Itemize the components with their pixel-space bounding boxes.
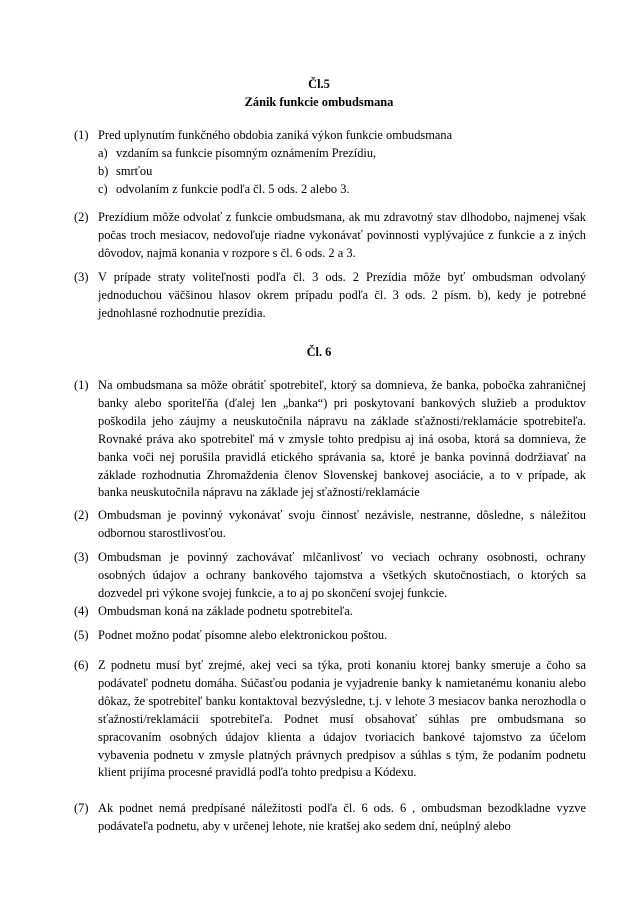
list-item-text: odvolaním z funkcie podľa čl. 5 ods. 2 alebo 3. [116,181,350,196]
paragraph-number: (2) [74,508,89,522]
list-item [98,145,586,163]
paragraph-number: (1) [74,128,89,142]
paragraph-text: Ombudsman je povinný vykonávať svoju činnosť nezávisle, nestranne, dôsledne, s náležitou odbornou starostlivosťou. [98,508,586,540]
paragraph-number: (3) [74,550,89,564]
paragraph-number: (5) [74,628,89,642]
article-5-paragraph-1 [74,127,586,199]
paragraph-text: Ak podnet nemá predpísané náležitosti podľa čl. 6 ods. 6 , ombudsman bezodkladne vyzve podávateľa podnetu, aby v určenej lehote, nie kratšej ako sedem dní, neúplný alebo [98,801,586,833]
article-6-paragraph-6 [74,657,586,782]
list-item [98,163,586,181]
list-item-mark: c) [98,181,108,196]
paragraph-text: Ombudsman koná na základe podnetu spotrebiteľa. [98,604,353,618]
paragraph-number: (3) [74,270,89,284]
sub-item-list [98,145,586,199]
list-item-text: smrťou [116,163,153,178]
paragraph-number: (4) [74,604,89,618]
paragraph-text: Pred uplynutím funkčného obdobia zaniká výkon funkcie ombudsmana [98,128,453,142]
list-item-mark: b) [98,163,109,178]
paragraph-text: Na ombudsmana sa môže obrátiť spotrebiteľ, ktorý sa domnieva, že banka, pobočka zahraničnej banky alebo sporiteľňa (ďalej len „banka“) pri poskytovaní bankových služieb a produktov poškodila jeho záujmy a neuskutočnila nápravu na základe sťažnosti/reklamácie spotrebiteľa. Rovnaké práva ako spotrebiteľ má v zmysle tohto predpisu aj iná osoba, ktorá sa domnieva, že banka voči nej porušila pravidlá etického správania sa, ktoré je banka povinná dodržiavať na základe rozhodnutia Zhromaždenia členov Slovenskej bankovej asociácie, a to v prípade, ak banka neuskutočnila nápravu na základe jej sťažnosti/reklamácie [98,378,586,500]
paragraph-text: Prezídium môže odvolať z funkcie ombudsmana, ak mu zdravotný stav dlhodobo, najmenej však počas troch mesiacov, nedovoľuje riadne vykonávať povinnosti vyplývajúce z funkcie a z iných dôvodov, najmä konania v rozpore s čl. 6 ods. 2 a 3. [98,210,586,260]
article-5-paragraph-3 [74,269,586,323]
article-6-paragraph-1 [74,377,586,502]
paragraph-number: (6) [74,658,89,672]
article-5-title: Čl.5 [308,77,330,91]
article-6-paragraph-4 [74,603,586,621]
article-5-subtitle: Zánik funkcie ombudsmana [244,95,394,109]
article-6-title: Čl. 6 [306,345,332,359]
paragraph-text: Ombudsman je povinný zachovávať mlčanlivosť vo veciach ochrany osobnosti, ochrany osobných údajov a ochrany bankového tajomstva a všetkých skutočnostiach, o ktorých sa dozvedel pri výkone svojej funkcie, a to aj po skončení svojej funkcie. [98,550,586,600]
article-6-paragraph-3 [74,549,586,603]
article-6-paragraph-2 [74,507,586,543]
paragraph-number: (7) [74,801,89,815]
paragraph-number: (1) [74,378,89,392]
paragraph-text: Podnet možno podať písomne alebo elektronickou poštou. [98,628,388,642]
paragraph-number: (2) [74,210,89,224]
list-item-mark: a) [98,145,108,160]
article-5-paragraph-2 [74,209,586,263]
paragraph-text: V prípade straty voliteľnosti podľa čl. 3 ods. 2 Prezídia môže byť ombudsman odvolaný jednoduchou väčšinou hlasov okrem prípadu podľa čl. 3 ods. 2 písm. b), kedy je potrebné jednohlasné rozhodnutie prezídia. [98,270,586,320]
list-item [98,181,586,199]
article-6-paragraph-7 [74,800,586,836]
paragraph-text: Z podnetu musí byť zrejmé, akej veci sa týka, proti konaniu ktorej banky smeruje a čoho sa podávateľ podnetu domáha. Súčasťou podania je vyjadrenie banky k namietanému konaniu alebo dôkaz, že spotrebiteľ banku kontaktoval bezvýsledne, t.j. v lehote 3 mesiacov banka nerozhodla o sťažnosti/reklamácii spotrebiteľa. Podnet musí obsahovať súhlas pre ombudsmana so spracovaním osobných údajov klienta a údajov tvoriacich bankové tajomstvo za účelom vybavenia podnetu v zmysle platných právnych predpisov a súhlas s tým, že podaním podnetu klient prijíma procesné pravidlá podľa tohto predpisu a Kódexu. [98,658,586,780]
article-6-paragraph-5 [74,627,586,645]
list-item-text: vzdaním sa funkcie písomným oznámením Prezídiu, [116,145,377,160]
